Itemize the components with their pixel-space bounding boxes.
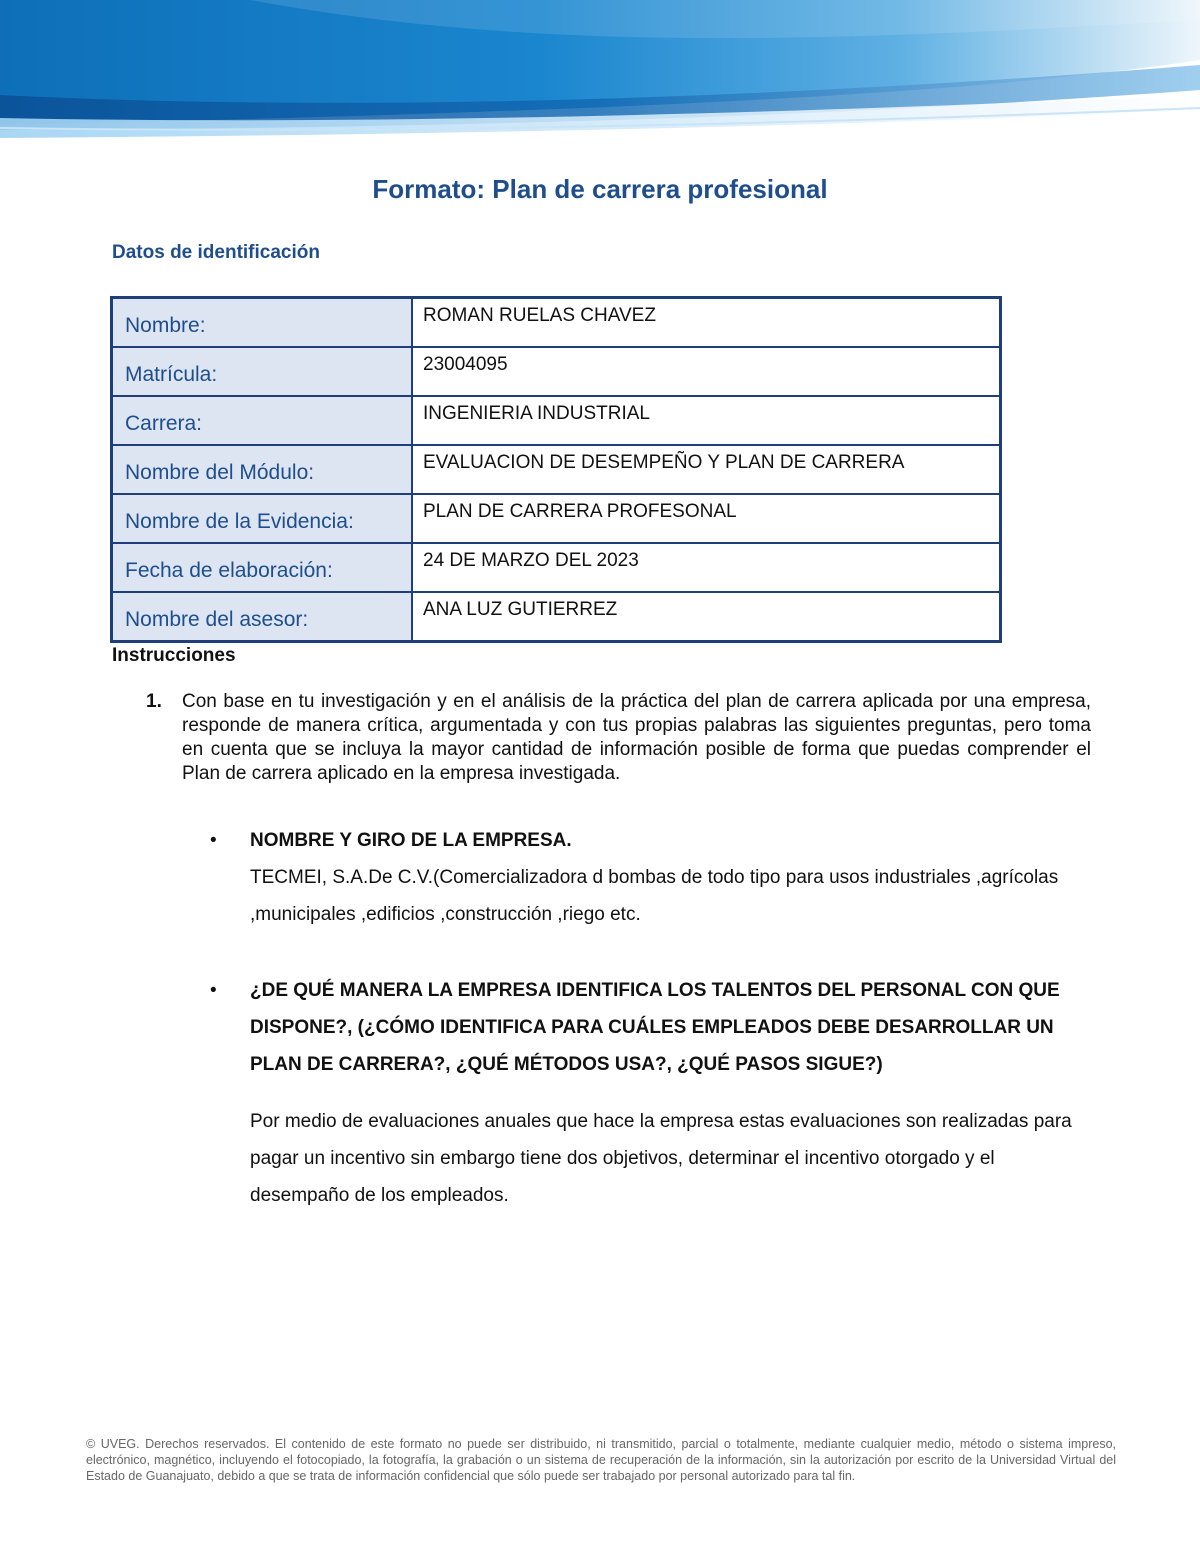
table-row [112,543,1001,592]
table-row [112,396,1001,445]
identification-section-title: Datos de identificación [112,242,320,263]
field-value: 23004095 [412,347,1001,396]
field-value: EVALUACION DE DESEMPEÑO Y PLAN DE CARRERA [412,445,1001,494]
table-row [112,445,1001,494]
question-text: ¿DE QUÉ MANERA LA EMPRESA IDENTIFICA LOS TALENTOS DEL PERSONAL CON QUE DISPONE?, (¿CÓMO IDENTIFICA PARA CUÁLES EMPLEADOS DEBE DESARROLLAR UN PLAN DE CARRERA?, ¿QUÉ MÉTODOS USA?, ¿QUÉ PASOS SIGUE?) [250,980,1060,1075]
table-row [112,494,1001,543]
instructions-heading: Instrucciones [112,645,236,666]
field-value: PLAN DE CARRERA PROFESONAL [412,494,1001,543]
identification-table [110,296,1002,643]
field-label: Nombre del asesor: [112,592,413,642]
question-text: NOMBRE Y GIRO DE LA EMPRESA. [250,830,572,851]
field-label: Matrícula: [112,347,413,396]
field-label: Nombre: [112,298,413,348]
field-value: 24 DE MARZO DEL 2023 [412,543,1001,592]
question-block [210,972,1090,1214]
field-value: ROMAN RUELAS CHAVEZ [412,298,1001,348]
field-label: Nombre de la Evidencia: [112,494,413,543]
bullet-icon: • [210,980,217,1001]
header-banner [0,0,1200,140]
bullet-icon: • [210,830,217,851]
table-row [112,592,1001,642]
copyright-footer: © UVEG. Derechos reservados. El contenido de este formato no puede ser distribuido, ni transmitido, parcial o totalmente, mediante cualquier medio, método o sistema impreso, electrónico, magnético, incluyendo el fotocopiado, la fotografía, la grabación o un sistema de recuperación de la información, sin la autorización por escrito de la Universidad Virtual del Estado de Guanajuato, debido a que se trata de información confidencial que sólo puede ser trabajado por personal autorizado para tal fin. [86,1437,1116,1483]
field-value: ANA LUZ GUTIERREZ [412,592,1001,642]
field-label: Fecha de elaboración: [112,543,413,592]
field-value: INGENIERIA INDUSTRIAL [412,396,1001,445]
instruction-number: 1. [146,691,162,712]
field-label: Nombre del Módulo: [112,445,413,494]
table-row [112,347,1001,396]
question-block [210,822,1090,933]
answer-text: Por medio de evaluaciones anuales que hace la empresa estas evaluaciones son realizadas para pagar un incentivo sin embargo tiene dos objetivos, determinar el incentivo otorgado y el desempaño de los empleados. [250,1111,1072,1206]
instruction-text: Con base en tu investigación y en el análisis de la práctica del plan de carrera aplicada por una empresa, responde de manera crítica, argumentada y con tus propias palabras las siguientes preguntas, pero toma en cuenta que se incluya la mayor cantidad de información posible de forma que puedas comprender el Plan de carrera aplicado en la empresa investigada. [182,691,1091,784]
instruction-item [146,690,1091,786]
page-title: Formato: Plan de carrera profesional [372,174,828,204]
field-label: Carrera: [112,396,413,445]
table-row [112,298,1001,348]
answer-text: TECMEI, S.A.De C.V.(Comercializadora d bombas de todo tipo para usos industriales ,agrícolas ,municipales ,edificios ,construcción ,riego etc. [250,867,1059,925]
header-wave-graphic [0,0,1200,140]
